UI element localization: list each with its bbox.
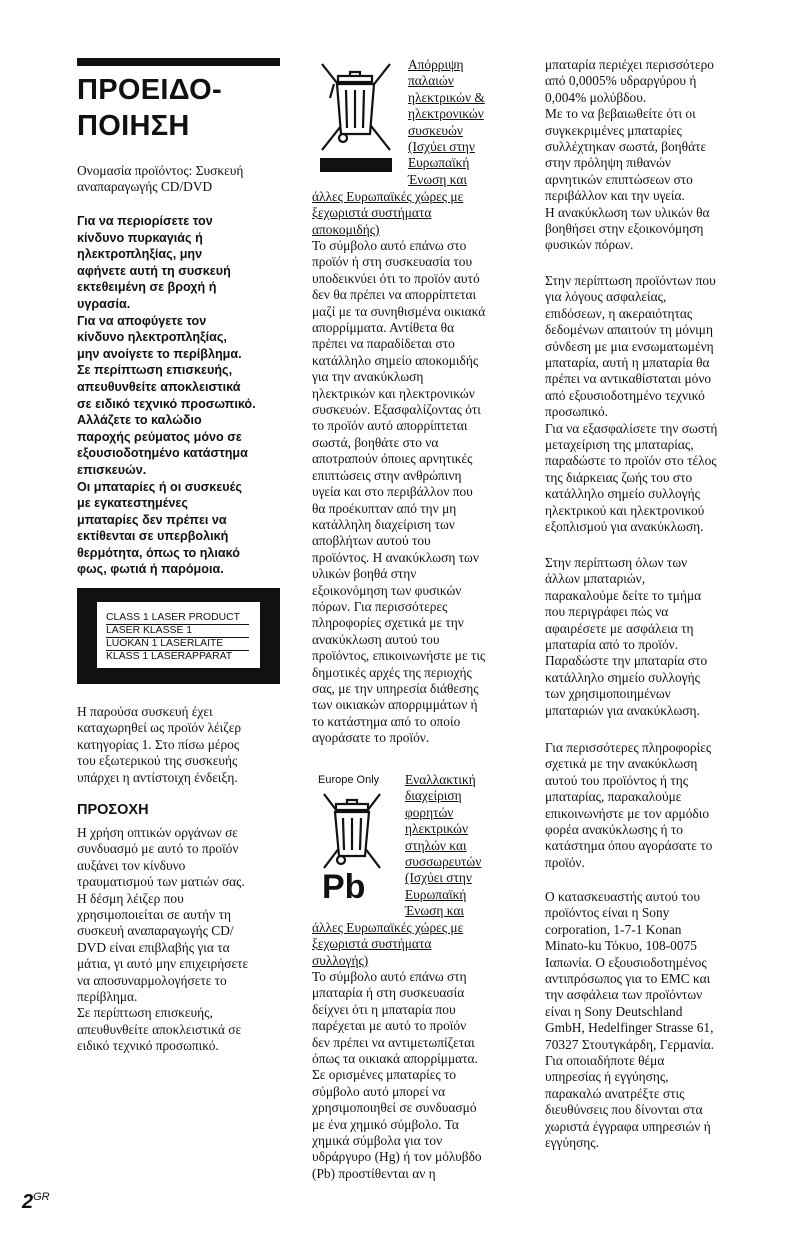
- text-line: υπηρεσίας ή εγγύησης,: [545, 1069, 669, 1085]
- text-line: επιπτώσεις στην ανθρώπινη: [312, 467, 462, 483]
- text-line: φως, φωτιά ή παρόμοια.: [77, 562, 224, 577]
- text-line: αγοράσατε το προϊόν.: [312, 730, 430, 746]
- text-line: ηλεκτρικών: [405, 821, 469, 837]
- page-number-suffix: GR: [33, 1191, 50, 1203]
- text-line: για λόγους ασφαλείας,: [545, 289, 667, 305]
- text-line: παρέχεται με αυτό το προϊόν: [312, 1018, 467, 1034]
- text-line: υπάρχει η αντίστοιχη ένδειξη.: [77, 769, 238, 785]
- text-line: αυτού του προϊόντος ή της: [545, 772, 689, 788]
- text-line: παρακαλώ ανατρέξτε στις: [545, 1085, 685, 1101]
- page-number: [22, 1191, 50, 1214]
- text-line: Η δέσμη λέιζερ που: [77, 890, 184, 906]
- text-line: κατάστημα όπου αγοράσατε το: [545, 838, 713, 854]
- text-line: corporation, 1-7-1 Konan: [545, 921, 682, 937]
- text-line: χρησιμοποιείται σε αυτήν τη: [77, 907, 231, 923]
- text-line: Ευρωπαϊκή: [405, 886, 467, 902]
- text-line: σας, με την υπηρεσία διάθεσης: [312, 680, 479, 696]
- text-line: φυσικών πόρων.: [545, 237, 634, 253]
- text-line: του εξωτερικού της συσκευής: [77, 753, 238, 769]
- text-line: αφήνετε αυτή τη συσκευή: [77, 263, 231, 278]
- col3-para4: [545, 740, 760, 871]
- page-number-value: 2: [22, 1191, 34, 1213]
- text-line: αφαιρέσετε με ασφάλεια τη: [545, 620, 694, 636]
- text-line: επισκευών.: [77, 462, 147, 477]
- weee-heading-full: [312, 189, 522, 238]
- text-line: Το σύμβολο αυτό επάνω στο: [312, 238, 467, 253]
- text-line: εξοικονόμηση των φυσικών: [312, 582, 462, 598]
- text-line: Με το να βεβαιωθείτε ότι οι: [545, 106, 696, 122]
- text-line: (Ισχύει στην: [405, 870, 472, 886]
- text-line: των οικιακών απορριμμάτων ή: [312, 697, 478, 713]
- text-line: ειδικό τεχνικό προσωπικό.: [77, 1038, 219, 1054]
- text-line: θερμότητα, όπως το ηλιακό: [77, 545, 240, 560]
- text-line: Minato-ku Τόκυο, 108-0075: [545, 938, 697, 954]
- text-line: για την ανακύκλωση: [312, 369, 424, 385]
- text-line: αυξάνει τον κίνδυνο: [77, 857, 186, 873]
- text-line: Εναλλακτική: [405, 772, 476, 787]
- text-line: τραυματισμού των ματιών σας.: [77, 874, 245, 890]
- text-line: από 0,0005% υδραργύρου ή: [545, 73, 697, 89]
- text-line: με εγκατεστημένες: [77, 496, 188, 511]
- text-line: υδράργυρο (Hg) ή τον μόλυβδο: [312, 1149, 482, 1165]
- text-line: περίβλημα.: [77, 989, 138, 1005]
- text-line: συσκευή αναπαραγωγής CD/: [77, 923, 234, 939]
- text-line: σύμβολο αυτό μπορεί να: [312, 1083, 446, 1099]
- text-line: με ένα χημικό σύμβολο. Τα: [312, 1116, 459, 1132]
- text-line: παραδώστε το προϊόν στο τέλος: [545, 453, 717, 469]
- text-line: Σε ορισμένες μπαταρίες το: [312, 1067, 457, 1083]
- text-line: προϊόν.: [545, 854, 585, 870]
- battery-body: [312, 969, 527, 1182]
- text-line: παροχής ρεύματος μόνο σε: [77, 429, 242, 444]
- text-line: δείχνει ότι η μπαταρία που: [312, 1001, 456, 1017]
- text-line: χρησιμοποιηθεί σε συνδυασμό: [312, 1100, 477, 1116]
- text-line: καταχωρηθεί ως προϊόν λέιζερ: [77, 720, 242, 736]
- laser-text: [77, 704, 292, 786]
- text-line: προσωπικό.: [545, 404, 609, 420]
- laser-label-inner: [97, 602, 260, 668]
- laser-label: [77, 588, 280, 684]
- text-line: μπαταρία περιέχει περισσότερο: [545, 57, 714, 72]
- col3-para3: [545, 555, 760, 719]
- caution-text: [77, 825, 292, 1055]
- text-line: μπαταρία από το προϊόν.: [545, 637, 679, 653]
- text-line: εκτεθειμένη σε βροχή ή: [77, 280, 217, 295]
- text-line: το προϊόν αυτό απορρίπτεται: [312, 418, 468, 434]
- text-line: προϊόντος, επικοινωνήστε με τις: [312, 648, 486, 664]
- text-line: κατάλληλο σημείο συλλογής: [545, 486, 700, 502]
- text-line: σωστά, βοηθάτε στο να: [312, 434, 439, 450]
- text-line: απευθυνθείτε αποκλειστικά: [77, 379, 241, 394]
- text-line: κατάλληλο σημείο συλλογής: [545, 669, 700, 685]
- text-line: ηλεκτρονικών: [408, 106, 484, 122]
- text-line: μαζί με τα συνηθισμένα οικιακά: [312, 303, 486, 319]
- text-line: προϊόν ή στη συσκευασία του: [312, 254, 473, 270]
- text-line: στηλών και: [405, 837, 467, 853]
- text-line: απορρίμματα. Αντίθετα θα: [312, 320, 455, 336]
- text-line: Ένωση και: [408, 171, 467, 187]
- text-line: Ένωση και: [405, 903, 464, 919]
- text-line: πρέπει να παραδίδεται στο: [312, 336, 455, 352]
- text-line: Για να περιορίσετε τον: [77, 214, 213, 228]
- text-line: πληροφορίες σχετικά με την: [312, 615, 464, 631]
- text-line: υλικών βοηθά στην: [312, 566, 417, 582]
- text-line: εξουσιοδοτημένο κατάστημα: [77, 446, 248, 461]
- text-line: είναι η Sony Deutschland: [545, 1003, 683, 1019]
- weee-body: [312, 238, 527, 747]
- text-line: αντιπρόσωπος για το EMC και: [545, 971, 711, 987]
- text-line: μπαταρία ή στη συσκευασία: [312, 985, 465, 1001]
- text-line: όπως τα οικιακά απορρίμματα.: [312, 1051, 478, 1067]
- text-line: μπαταρία, αυτή η μπαταρία θα: [545, 355, 710, 371]
- text-line: περιβάλλον και την υγεία.: [545, 188, 685, 204]
- title-rule: [77, 58, 280, 66]
- text-line: υγρασία.: [77, 296, 131, 311]
- text-line: άλλες Ευρωπαϊκές χώρες με: [312, 189, 464, 204]
- col3-para5: [545, 889, 760, 1152]
- text-line: διευθύνσεις που δίνονται στα: [545, 1102, 703, 1118]
- text-line: δεν θα πρέπει να απορρίπτεται: [312, 287, 477, 303]
- text-line: συλλογής): [312, 952, 369, 968]
- battery-heading-narrow: [405, 772, 517, 920]
- text-line: άλλες Ευρωπαϊκές χώρες με: [312, 920, 464, 935]
- laser-label-line: KLASS 1 LASERAPPARAT: [106, 651, 233, 662]
- text-line: συνδυασμό με αυτό το προϊόν: [77, 841, 239, 857]
- text-line: Ευρωπαϊκή: [408, 155, 470, 171]
- text-line: πόρων. Για περισσότερες: [312, 598, 448, 614]
- text-line: απευθυνθείτε αποκλειστικά σε: [77, 1021, 242, 1037]
- text-line: Οι μπαταρίες ή οι συσκευές: [77, 479, 242, 494]
- text-line: αποκομιδής): [312, 221, 380, 237]
- text-line: διαχείριση: [405, 788, 462, 804]
- text-line: στην πρόληψη πιθανών: [545, 155, 671, 171]
- battery-symbol: [312, 772, 400, 912]
- text-line: DVD είναι επιβλαβής για τα: [77, 939, 230, 955]
- text-line: δεδομένων απαιτούν τη μόνιμη: [545, 322, 713, 338]
- text-line: υποδεικνύει ότι το προϊόν αυτό: [312, 270, 480, 286]
- text-line: μπαταριών για ανακύκλωση.: [545, 702, 700, 718]
- text-line: (Ισχύει στην: [408, 139, 475, 155]
- text-line: δεν πρέπει να αντιμετωπίζεται: [312, 1034, 475, 1050]
- text-line: ανακύκλωση αυτού του: [312, 631, 440, 647]
- text-line: άλλων μπαταριών,: [545, 571, 646, 587]
- text-line: ηλεκτρικών &: [408, 89, 485, 105]
- laser-label-line: CLASS 1 LASER PRODUCT: [106, 612, 249, 625]
- text-line: ηλεκτροπληξίας, μην: [77, 247, 203, 262]
- text-line: Το σύμβολο αυτό επάνω στη: [312, 969, 467, 984]
- text-line: που περιγράφει πώς να: [545, 604, 669, 620]
- laser-label-line: LASER KLASSE 1: [106, 625, 249, 638]
- text-line: χημικά σύμβολα για τον: [312, 1133, 443, 1149]
- text-line: συγκεκριμένες μπαταρίες: [545, 122, 682, 138]
- text-line: παρακαλούμε δείτε το τμήμα: [545, 587, 702, 603]
- text-line: της διάρκειας ζωής του στο: [545, 469, 693, 485]
- text-line: μπαταρίες δεν πρέπει να: [77, 512, 227, 527]
- text-line: συλλέχτηκαν σωστά, βοηθάτε: [545, 139, 707, 155]
- text-line: ξεχωριστά συστήματα: [312, 205, 432, 221]
- laser-label-line: LUOKAN 1 LASERLAITE: [106, 638, 249, 651]
- text-line: επιδόσεων, η ακεραιότητας: [545, 305, 693, 321]
- europe-only-label: Europe Only: [318, 774, 380, 786]
- text-line: κατηγορίας 1. Στο πίσω μέρος: [77, 736, 240, 752]
- text-line: Αλλάζετε το καλώδιο: [77, 413, 202, 428]
- text-line: μην ανοίγετε το περίβλημα.: [77, 346, 242, 361]
- text-line: σχετικά με την ανακύκλωση: [545, 756, 698, 772]
- text-line: εξοπλισμού για ανακύκλωση.: [545, 519, 704, 535]
- text-line: Η χρήση οπτικών οργάνων σε: [77, 825, 238, 840]
- text-line: κίνδυνο ηλεκτροπληξίας,: [77, 330, 227, 345]
- text-line: βοηθήσει στην εξοικονόμηση: [545, 221, 704, 237]
- text-line: αποβλήτων αυτού του: [312, 533, 431, 549]
- text-line: κατάλληλο σημείο αποκομιδής: [312, 352, 479, 368]
- text-line: συσσωρευτών: [405, 854, 482, 870]
- text-line: παλαιών: [408, 73, 454, 89]
- text-line: μπαταρίας, παρακαλούμε: [545, 789, 682, 805]
- text-line: κατάλληλη διαχείριση των: [312, 516, 455, 532]
- text-line: Παραδώστε την μπαταρία στο: [545, 653, 708, 669]
- text-line: προϊόντος. Η ανακύκλωση των: [312, 549, 479, 565]
- text-line: ηλεκτρικών και ηλεκτρονικών: [312, 385, 475, 401]
- text-line: Σε περίπτωση επισκευής,: [77, 363, 233, 378]
- text-line: Στην περίπτωση προϊόντων που: [545, 273, 716, 288]
- text-line: Ο κατασκευαστής αυτού του: [545, 889, 700, 904]
- text-line: Για να εξασφαλίσετε την σωστή: [545, 420, 718, 436]
- text-line: Για να αποφύγετε τον: [77, 313, 207, 328]
- text-line: Για οποιαδήποτε θέμα: [545, 1053, 665, 1069]
- text-line: αποτραπούν όποιες αρνητικές: [312, 451, 473, 467]
- text-line: Απόρριψη: [408, 57, 464, 72]
- text-line: Ιαπωνία. Ο εξουσιοδοτημένος: [545, 954, 707, 970]
- text-line: συσκευών. Εξασφαλίζοντας ότι: [312, 402, 481, 418]
- text-line: θα προέκυπταν από την μη: [312, 500, 457, 516]
- text-line: χωριστά έγγραφα υπηρεσιών ή: [545, 1118, 711, 1134]
- text-line: εγγύησης.: [545, 1135, 599, 1151]
- text-line: ηλεκτρικού και ηλεκτρονικού: [545, 502, 705, 518]
- text-line: προϊόντος είναι η Sony: [545, 905, 670, 921]
- product-name: Ονομασία προϊόντος: Συσκευή αναπαραγωγής CD/DVD: [77, 163, 244, 195]
- text-line: Η ανακύκλωση των υλικών θα: [545, 204, 710, 220]
- text-line: αρνητικών επιπτώσεων στο: [545, 171, 693, 187]
- col3-para2: [545, 273, 760, 536]
- text-line: φορέα ανακύκλωσης ή το: [545, 822, 683, 838]
- bold-warning: [77, 213, 287, 578]
- text-line: να αποσυναρμολογήσετε το: [77, 972, 227, 988]
- text-line: 0,004% μολύβδου.: [545, 89, 647, 105]
- text-line: Σε περίπτωση επισκευής,: [77, 1005, 213, 1021]
- text-line: μάτια, γι αυτό μην επιχειρήσετε: [77, 956, 249, 972]
- text-line: των χρησιμοποιημένων: [545, 686, 671, 702]
- text-line: μεταχείριση της μπαταρίας,: [545, 437, 694, 453]
- text-line: 70327 Στουτγκάρδη, Γερμανία.: [545, 1036, 714, 1052]
- text-line: σε ειδικό τεχνικό προσωπικό.: [77, 396, 256, 411]
- weee-heading-narrow: [408, 57, 518, 188]
- page-title: ΠΡΟΕΙΔΟ- ΠΟΙΗΣΗ: [77, 74, 222, 142]
- text-line: σύνδεση με μια ενσωματωμένη: [545, 338, 714, 354]
- text-line: φορητών: [405, 804, 454, 820]
- battery-heading-full: [312, 920, 522, 969]
- caution-heading: ΠΡΟΣΟΧΗ: [77, 802, 149, 818]
- text-line: από εξουσιοδοτημένο τεχνικό: [545, 387, 705, 403]
- crossed-bin-icon: [312, 58, 400, 178]
- text-line: το κατάστημα από το οποίο: [312, 713, 461, 729]
- text-line: συσκευών: [408, 122, 463, 138]
- text-line: GmbH, Hedelfinger Strasse 61,: [545, 1020, 714, 1036]
- col3-para1: [545, 57, 760, 254]
- text-line: ξεχωριστά συστήματα: [312, 936, 432, 952]
- text-line: Στην περίπτωση όλων των: [545, 555, 688, 570]
- text-line: (Pb) προστίθενται αν η: [312, 1165, 436, 1181]
- text-line: εκτίθενται σε υπερβολική: [77, 529, 229, 544]
- text-line: Για περισσότερες πληροφορίες: [545, 740, 712, 755]
- text-line: κίνδυνο πυρκαγιάς ή: [77, 230, 203, 245]
- battery-chem-symbol: Pb: [322, 868, 366, 906]
- text-line: την ασφάλεια των προϊόντων: [545, 987, 703, 1003]
- text-line: Η παρούσα συσκευή έχει: [77, 704, 213, 719]
- text-line: πρέπει να αντικαθίσταται μόνο: [545, 371, 712, 387]
- text-line: επικοινωνήστε με τον αρμόδιο: [545, 805, 710, 821]
- text-line: δημοτικές αρχές της περιοχής: [312, 664, 472, 680]
- text-line: υγεία και στο περιβάλλον που: [312, 484, 473, 500]
- crossed-bin-icon: [312, 790, 392, 874]
